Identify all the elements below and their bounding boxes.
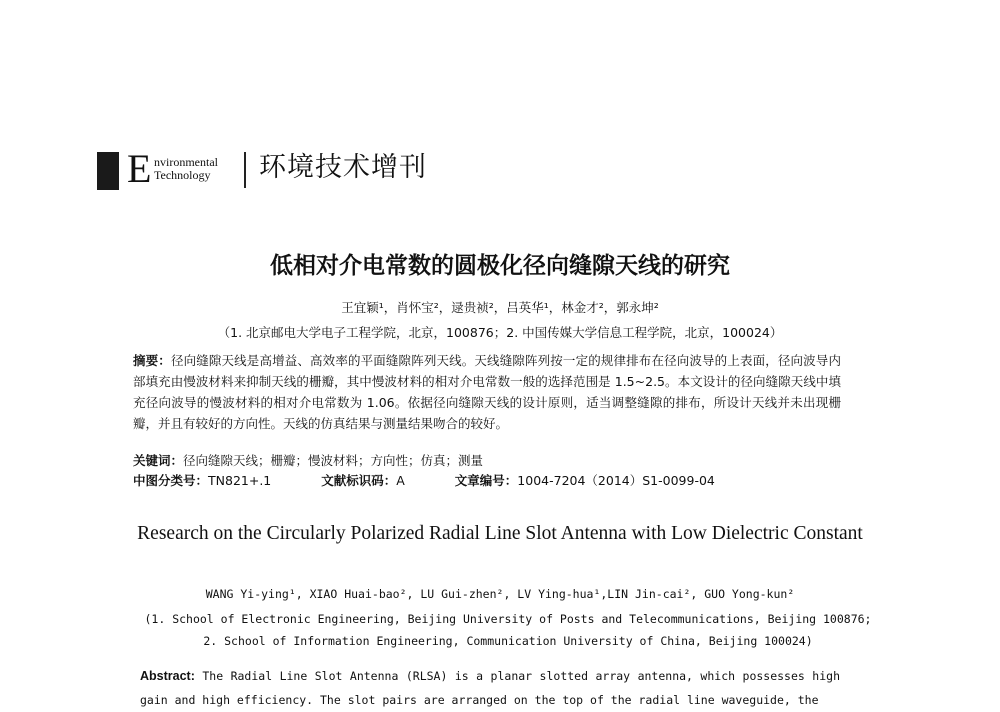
affiliation-en bbox=[128, 608, 888, 652]
keywords-cn-text: 径向缝隙天线；栅瓣；慢波材料；方向性；仿真；测量 bbox=[183, 453, 484, 468]
clc-value: TN821+.1 bbox=[208, 473, 272, 488]
journal-logo-line-2: Technology bbox=[154, 168, 211, 182]
keywords-cn bbox=[133, 452, 483, 470]
authors-cn: 王宜颖¹，肖怀宝²，逯贵祯²，吕英华¹，林金才²，郭永坤² bbox=[341, 300, 659, 315]
keywords-cn-label: 关键词： bbox=[133, 453, 184, 468]
abstract-cn bbox=[133, 350, 841, 434]
abstract-cn-text: 径向缝隙天线是高增益、高效率的平面缝隙阵列天线。天线缝隙阵列按一定的规律排布在径向波导的上表面，径向波导内部填充由慢波材料来抑制天线的栅瓣，其中慢波材料的相对介电常数一般的选择范围是 1.5~2.5。本文设计的径向缝隙天线中填充径向波导的慢波材料的相对介电常数为 1.06。依据径向缝隙天线的设计原则，适当调整缝隙的排布，所设计天线并未出现栅瓣，并且有较好的方向性。天线的仿真结果与测量结果吻合的较好。 bbox=[133, 353, 841, 431]
journal-name: 环境技术增刊 bbox=[259, 152, 427, 183]
affiliation-en-line-2: 2. School of Information Engineering, Communication University of China, Beijing 100024) bbox=[203, 634, 813, 648]
doc-code-value: A bbox=[396, 473, 405, 488]
abstract-cn-label: 摘要： bbox=[133, 353, 171, 368]
journal-divider bbox=[244, 152, 246, 188]
journal-logo-text bbox=[154, 156, 218, 182]
article-no-value: 1004-7204（2014）S1-0099-04 bbox=[517, 473, 715, 488]
journal-logo-mark bbox=[97, 152, 119, 190]
affiliation-cn: （1. 北京邮电大学电子工程学院，北京，100876；2. 中国传媒大学信息工程学院，北京，100024） bbox=[217, 325, 783, 340]
classification-line bbox=[133, 472, 715, 490]
journal-logo-line-1: nvironmental bbox=[154, 155, 218, 169]
article-no-label: 文章编号： bbox=[454, 473, 518, 488]
journal-logo-initial: E bbox=[127, 146, 152, 191]
authors-en: WANG Yi-ying¹, XIAO Huai-bao², LU Gui-zhen², LV Ying-hua¹,LIN Jin-cai², GUO Yong-kun² bbox=[205, 587, 795, 601]
abstract-en bbox=[140, 664, 840, 712]
affiliation-en-line-1: (1. School of Electronic Engineering, Beijing University of Posts and Telecommunications, Beijing 100876; bbox=[144, 612, 872, 626]
abstract-en-label: Abstract: bbox=[140, 669, 195, 683]
clc-label: 中图分类号： bbox=[133, 473, 209, 488]
paper-title-cn: 低相对介电常数的圆极化径向缝隙天线的研究 bbox=[270, 253, 730, 279]
abstract-en-text: The Radial Line Slot Antenna (RLSA) is a planar slotted array antenna, which possesses high gain and high efficiency. The slot pairs are arranged on the top of the radial line waveguide, the bbox=[140, 669, 840, 707]
paper-title-en: Research on the Circularly Polarized Radial Line Slot Antenna with Low Dielectric Constant bbox=[137, 523, 863, 544]
doc-code-label: 文献标识码： bbox=[321, 473, 397, 488]
